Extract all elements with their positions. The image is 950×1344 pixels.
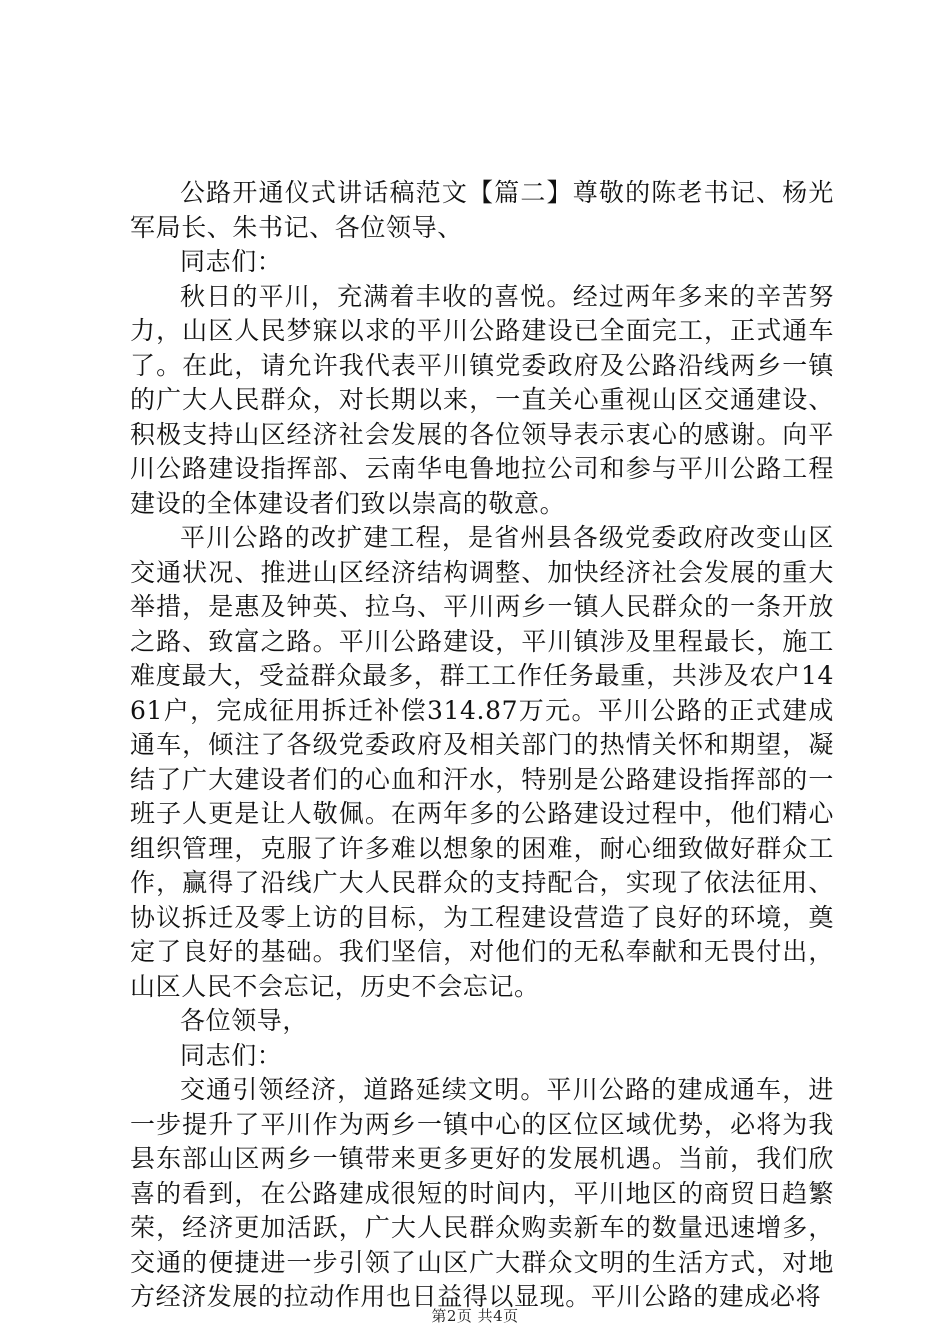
paragraph-title-salutation: 公路开通仪式讲话稿范文【篇二】尊敬的陈老书记、杨光军局长、朱书记、各位领导、 <box>130 178 834 242</box>
body-text <box>130 176 834 1315</box>
page-number-footer: 第2页 共4页 <box>431 1307 519 1325</box>
paragraph-traffic-economy: 交通引领经济，道路延续文明。平川公路的建成通车，进一步提升了平川作为两乡一镇中心的区位区域优势，必将为我县东部山区两乡一镇带来更多更好的发展机遇。当前，我们欣喜的看到，在公路建成很短的时间内，平川地区的商贸日趋繁荣，经济更加活跃，广大人民群众购卖新车的数量迅速增多，交通的便捷进一步引领了山区广大群众文明的生活方式，对地方经济发展的拉动作用也日益得以显现。平川公路的建成必将 <box>130 1075 834 1311</box>
paragraph-salutation-comrades: 同志们： <box>180 247 283 276</box>
paragraph-salutation-leaders: 各位领导， <box>180 1006 309 1035</box>
paragraph-salutation-comrades-2: 同志们： <box>180 1040 283 1070</box>
paragraph-road-project: 平川公路的改扩建工程，是省州县各级党委政府改变山区交通状况、推进山区经济结构调整、加快经济社会发展的重大举措，是惠及钟英、拉乌、平川两乡一镇人民群众的一条开放之路、致富之路。平川公路建设，平川镇涉及里程最长，施工难度最大，受益群众最多，群工工作任务最重，共涉及农户1461户，完成征用拆迁补偿314.87万元。平川公路的正式建成通车，倾注了各级党委政府及相关部门的热情关怀和期望，凝结了广大建设者们的心血和汗水，特别是公路建设指挥部的一班子人更是让人敬佩。在两年多的公路建设过程中，他们精心组织管理，克服了许多难以想象的困难，耐心细致做好群众工作，赢得了沿线广大人民群众的支持配合，实现了依法征用、协议拆迁及零上访的目标，为工程建设营造了良好的环境，奠定了良好的基础。我们坚信，对他们的无私奉献和无畏付出，山区人民不会忘记，历史不会忘记。 <box>130 523 834 1001</box>
paragraph-autumn: 秋日的平川，充满着丰收的喜悦。经过两年多来的辛苦努力，山区人民梦寐以求的平川公路建设已全面完工，正式通车了。在此，请允许我代表平川镇党委政府及公路沿线两乡一镇的广大人民群众，对长期以来，一直关心重视山区交通建设、积极支持山区经济社会发展的各位领导表示衷心的感谢。向平川公路建设指挥部、云南华电鲁地拉公司和参与平川公路工程建设的全体建设者们致以崇高的敬意。 <box>130 281 834 518</box>
